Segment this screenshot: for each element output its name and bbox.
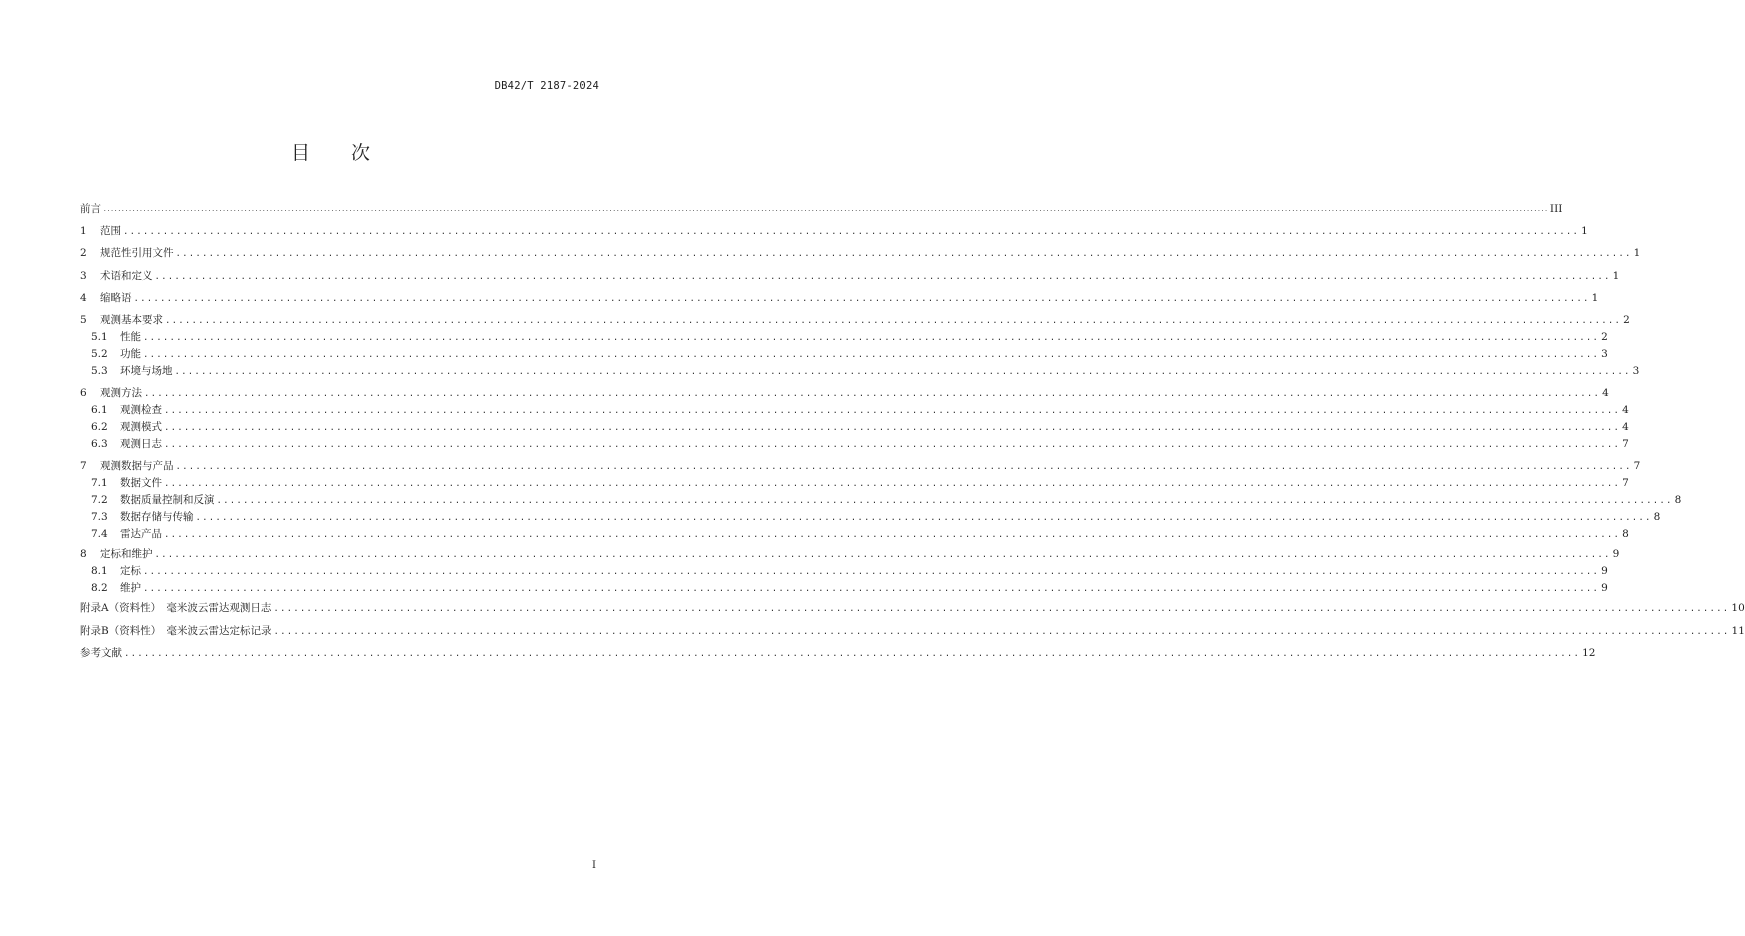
dot-leader: ............................................................................................................................................................................................................................ (164, 479, 1621, 489)
toc-entry-label: 参考文献 (80, 647, 122, 659)
toc-entry-label: 观测日志 (120, 438, 162, 450)
page-title: 目 次 (290, 142, 371, 164)
toc-entry[interactable] (91, 436, 1629, 452)
toc-entry[interactable] (91, 419, 1629, 435)
toc-entry-page: 4 (1622, 421, 1629, 433)
toc-entry-label: 观测数据与产品 (100, 460, 174, 472)
dot-leader: ............................................................................................................................................................................................................................ (175, 249, 1632, 259)
document-code: DB42/T 2187-2024 (494, 80, 599, 92)
toc-entry[interactable] (80, 458, 1641, 474)
toc-entry-label: 附录A（资料性） 毫米波云雷达观测日志 (80, 602, 272, 614)
toc-entry-number: 7.4 (91, 528, 108, 540)
toc-entry-number: 2 (80, 247, 87, 259)
toc-entry-page: 8 (1653, 511, 1661, 523)
dot-leader: ............................................................................................................................................................................................................................ (154, 272, 1611, 282)
toc-entry-label: 前言 (80, 203, 101, 215)
toc-entry-page: 7 (1622, 477, 1629, 489)
toc-entry-label: 性能 (120, 331, 141, 343)
toc-entry[interactable] (80, 645, 1596, 661)
toc-entry[interactable] (80, 385, 1609, 401)
toc-entry-page: 12 (1582, 647, 1596, 659)
toc-entry[interactable] (91, 346, 1608, 362)
dot-leader: ............................................................................................................................................................................................................................ (154, 550, 1611, 560)
dot-leader: ............................................................................................................................................................................................................................ (216, 496, 1673, 506)
dot-leader: ............................................................................................................................................................................................................................ (123, 227, 1580, 237)
toc-entry-number: 6.2 (91, 421, 108, 433)
toc-entry-page: 7 (1622, 438, 1629, 450)
toc-entry[interactable] (80, 312, 1630, 328)
toc-entry-page: 4 (1622, 404, 1629, 416)
toc-entry-number: 5.3 (91, 365, 108, 377)
toc-entry-page: 1 (1612, 270, 1620, 282)
toc-entry-page: 9 (1612, 548, 1620, 560)
toc-entry-label: 范围 (100, 225, 121, 237)
toc-entry-number: 5.1 (91, 331, 108, 343)
toc-entry[interactable] (91, 580, 1608, 596)
toc-entry[interactable] (91, 563, 1608, 579)
toc-entry-number: 1 (80, 225, 87, 237)
toc-entry-label: 观测检查 (120, 404, 162, 416)
toc-entry-page: 1 (1591, 292, 1599, 304)
toc-entry-page: 7 (1633, 460, 1641, 472)
toc-entry-page: III (1549, 203, 1563, 215)
toc-entry-label: 观测基本要求 (100, 314, 163, 326)
page-number: I (592, 860, 596, 871)
toc-entry-number: 5 (80, 314, 87, 326)
toc-entry-number: 5.2 (91, 348, 108, 360)
toc-entry-label: 缩略语 (100, 292, 132, 304)
toc-entry-label: 功能 (120, 348, 141, 360)
toc-entry-label: 数据质量控制和反演 (120, 494, 215, 506)
toc-entry-number: 4 (80, 292, 87, 304)
dot-leader: ............................................................................................................................................................................................................................ (143, 333, 1600, 343)
dot-leader: ................................................................................................................................................................................................................................................................................................................................................................................................................ (103, 206, 1548, 213)
toc-entry-page: 11 (1731, 625, 1745, 637)
toc-entry[interactable] (80, 623, 1745, 639)
toc-entry[interactable] (91, 329, 1608, 345)
dot-leader: ............................................................................................................................................................................................................................ (164, 440, 1621, 450)
toc-entry-page: 2 (1623, 314, 1630, 326)
toc-entry-number: 7 (80, 460, 87, 472)
dot-leader: ............................................................................................................................................................................................................................ (164, 530, 1621, 540)
toc-entry-label: 雷达产品 (120, 528, 162, 540)
toc-entry-number: 3 (80, 270, 87, 282)
dot-leader: ............................................................................................................................................................................................................................ (144, 389, 1601, 399)
toc-entry-label: 术语和定义 (100, 270, 153, 282)
dot-leader: ............................................................................................................................................................................................................................ (273, 604, 1730, 614)
toc-entry[interactable] (80, 245, 1641, 261)
dot-leader: ............................................................................................................................................................................................................................ (273, 627, 1730, 637)
toc-entry[interactable] (80, 201, 1563, 217)
toc-entry[interactable] (91, 509, 1661, 525)
toc-entry-page: 2 (1601, 331, 1608, 343)
toc-entry-number: 6.3 (91, 438, 108, 450)
dot-leader: ............................................................................................................................................................................................................................ (143, 567, 1600, 577)
toc-entry[interactable] (91, 363, 1640, 379)
toc-entry-label: 观测方法 (100, 387, 142, 399)
toc-entry[interactable] (80, 600, 1745, 616)
toc-entry[interactable] (91, 526, 1629, 542)
dot-leader: ............................................................................................................................................................................................................................ (133, 294, 1590, 304)
toc-entry-page: 4 (1602, 387, 1609, 399)
toc-entry-page: 3 (1632, 365, 1640, 377)
toc-entry[interactable] (91, 492, 1682, 508)
dot-leader: ............................................................................................................................................................................................................................ (175, 462, 1632, 472)
toc-entry-label: 附录B（资料性） 毫米波云雷达定标记录 (80, 625, 272, 637)
toc-entry-label: 定标 (120, 565, 141, 577)
toc-entry-number: 7.3 (91, 511, 108, 523)
toc-entry-label: 规范性引用文件 (100, 247, 174, 259)
toc-entry-page: 1 (1633, 247, 1641, 259)
dot-leader: ............................................................................................................................................................................................................................ (124, 649, 1581, 659)
toc-entry-number: 7.1 (91, 477, 108, 489)
toc-entry-label: 观测模式 (120, 421, 162, 433)
toc-entry-label: 数据存储与传输 (120, 511, 194, 523)
dot-leader: ............................................................................................................................................................................................................................ (164, 423, 1621, 433)
toc-entry-number: 6.1 (91, 404, 108, 416)
toc-entry[interactable] (91, 402, 1629, 418)
dot-leader: ............................................................................................................................................................................................................................ (195, 513, 1652, 523)
toc-entry[interactable] (91, 475, 1629, 491)
toc-entry-number: 8.2 (91, 582, 108, 594)
toc-entry-page: 3 (1601, 348, 1608, 360)
toc-entry-page: 9 (1601, 582, 1608, 594)
dot-leader: ............................................................................................................................................................................................................................ (174, 367, 1631, 377)
toc-entry[interactable] (80, 268, 1620, 284)
toc-entry-label: 定标和维护 (100, 548, 153, 560)
dot-leader: ............................................................................................................................................................................................................................ (143, 584, 1600, 594)
toc-entry-page: 10 (1731, 602, 1745, 614)
toc-entry-page: 1 (1581, 225, 1588, 237)
toc-entry-label: 维护 (120, 582, 141, 594)
dot-leader: ............................................................................................................................................................................................................................ (143, 350, 1600, 360)
toc-entry-label: 环境与场地 (120, 365, 173, 377)
toc-entry[interactable] (80, 223, 1588, 239)
toc-entry-number: 8.1 (91, 565, 108, 577)
dot-leader: ............................................................................................................................................................................................................................ (165, 316, 1622, 326)
toc-entry-number: 8 (80, 548, 87, 560)
toc-entry-page: 8 (1622, 528, 1629, 540)
toc-entry-number: 6 (80, 387, 87, 399)
dot-leader: ............................................................................................................................................................................................................................ (164, 406, 1621, 416)
toc-entry-page: 8 (1674, 494, 1682, 506)
toc-entry-label: 数据文件 (120, 477, 162, 489)
toc-entry-page: 9 (1601, 565, 1608, 577)
toc-entry[interactable] (80, 546, 1620, 562)
toc-entry[interactable] (80, 290, 1599, 306)
toc-entry-number: 7.2 (91, 494, 108, 506)
